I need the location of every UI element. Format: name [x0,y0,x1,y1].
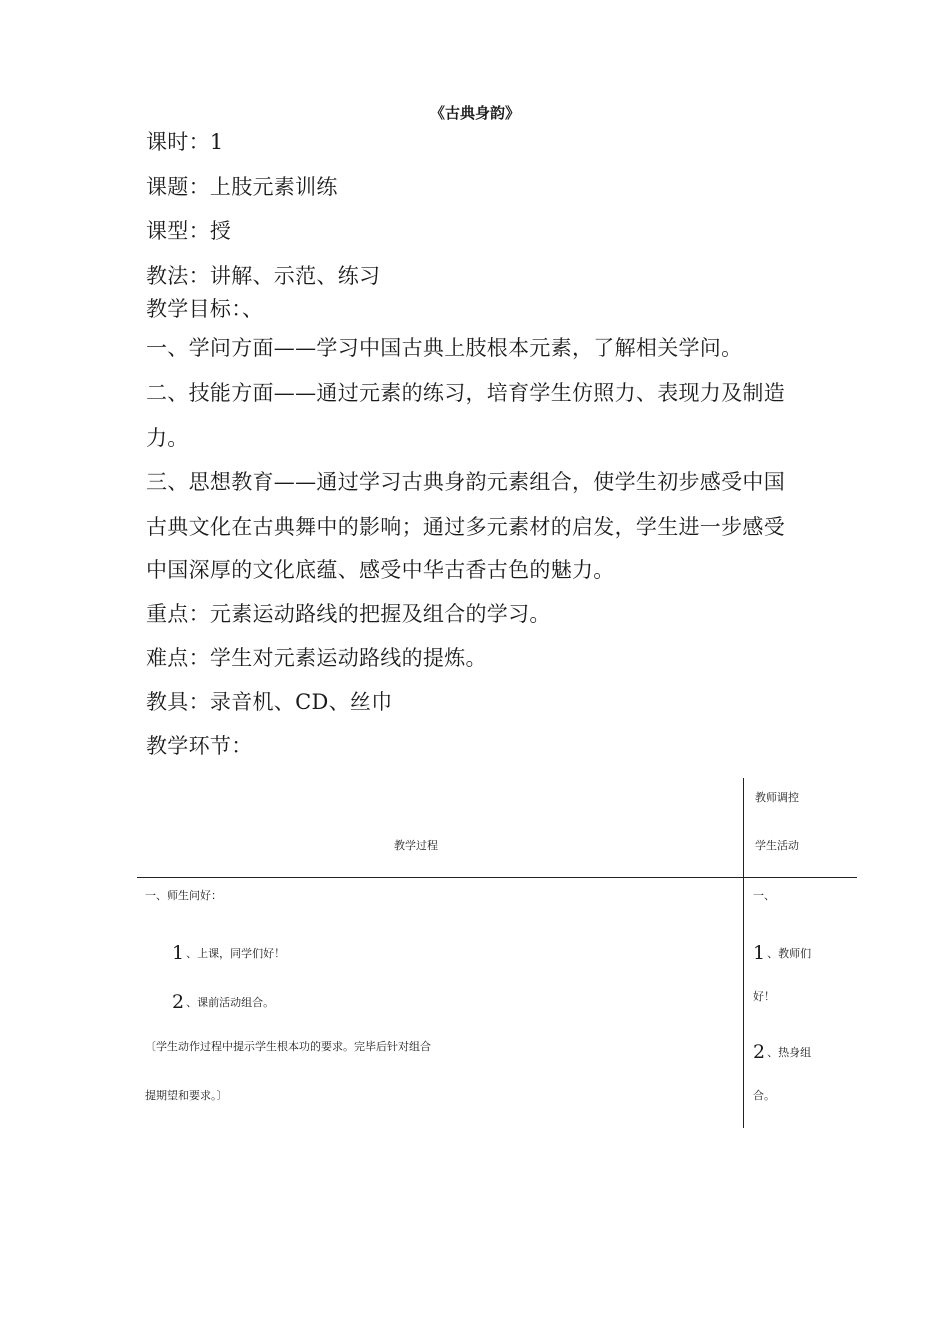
student-item-2-number: 2 [753,1041,766,1063]
goal-skill-line-cont: 力。 [146,426,189,450]
difficulty-line: 难点：学生对元素运动路线的提炼。 [146,646,487,670]
goal-ideology-line-2: 古典文化在古典舞中的影响；通过多元素材的启发，学生进一步感受 [146,515,785,539]
table-column-divider [743,778,744,1128]
student-item-2-cont: 合。 [753,1089,775,1102]
header-teaching-process: 教学过程 [394,839,438,852]
teaching-steps-heading: 教学环节： [146,734,253,758]
student-item-2-text: 、热身组 [767,1046,812,1059]
document-title: 《古典身韵》 [429,104,520,122]
process-section-greeting: 一、师生问好： [145,889,222,902]
table-header-divider [137,877,857,878]
process-item-1-text: 、上课，同学们好！ [186,947,286,960]
class-hours-line: 课时：1 [146,130,224,154]
student-section: 一、 [753,889,775,902]
process-item-1 [172,942,286,964]
process-note-line-2: 提期望和要求。〕 [145,1089,228,1102]
goal-ideology-line: 三、思想教育——通过学习古典身韵元素组合，使学生初步感受中国 [146,470,785,494]
process-item-2-number: 2 [172,991,185,1013]
goal-knowledge-line: 一、学问方面——学习中国古典上肢根本元素，了解相关学问。 [146,336,743,360]
lesson-type-line: 课型：授 [146,219,232,243]
header-teacher-control: 教师调控 [755,791,799,804]
student-item-1-cont: 好！ [753,990,775,1003]
student-item-2 [753,1041,812,1063]
process-item-1-number: 1 [172,942,185,964]
process-note-line-1: 〔学生动作过程中提示学生根本功的要求。完毕后针对组合 [145,1040,431,1053]
teaching-tools-line: 教具：录音机、CD、丝巾 [146,690,393,714]
key-point-line: 重点：元素运动路线的把握及组合的学习。 [146,602,551,626]
goal-skill-line: 二、技能方面——通过元素的练习，培育学生仿照力、表现力及制造 [146,381,785,405]
student-item-1-text: 、教师们 [767,947,812,960]
teaching-method-line: 教法：讲解、示范、练习 [146,264,381,288]
teaching-goals-heading: 教学目标：、 [146,297,264,321]
process-item-2 [172,991,275,1013]
process-item-2-text: 、课前活动组合。 [186,996,275,1009]
student-item-1-number: 1 [753,942,766,964]
goal-ideology-line-3: 中国深厚的文化底蕴、感受中华古香古色的魅力。 [146,558,615,582]
student-item-1 [753,942,812,964]
header-student-activity: 学生活动 [755,839,799,852]
lesson-topic-line: 课题：上肢元素训练 [146,175,338,199]
